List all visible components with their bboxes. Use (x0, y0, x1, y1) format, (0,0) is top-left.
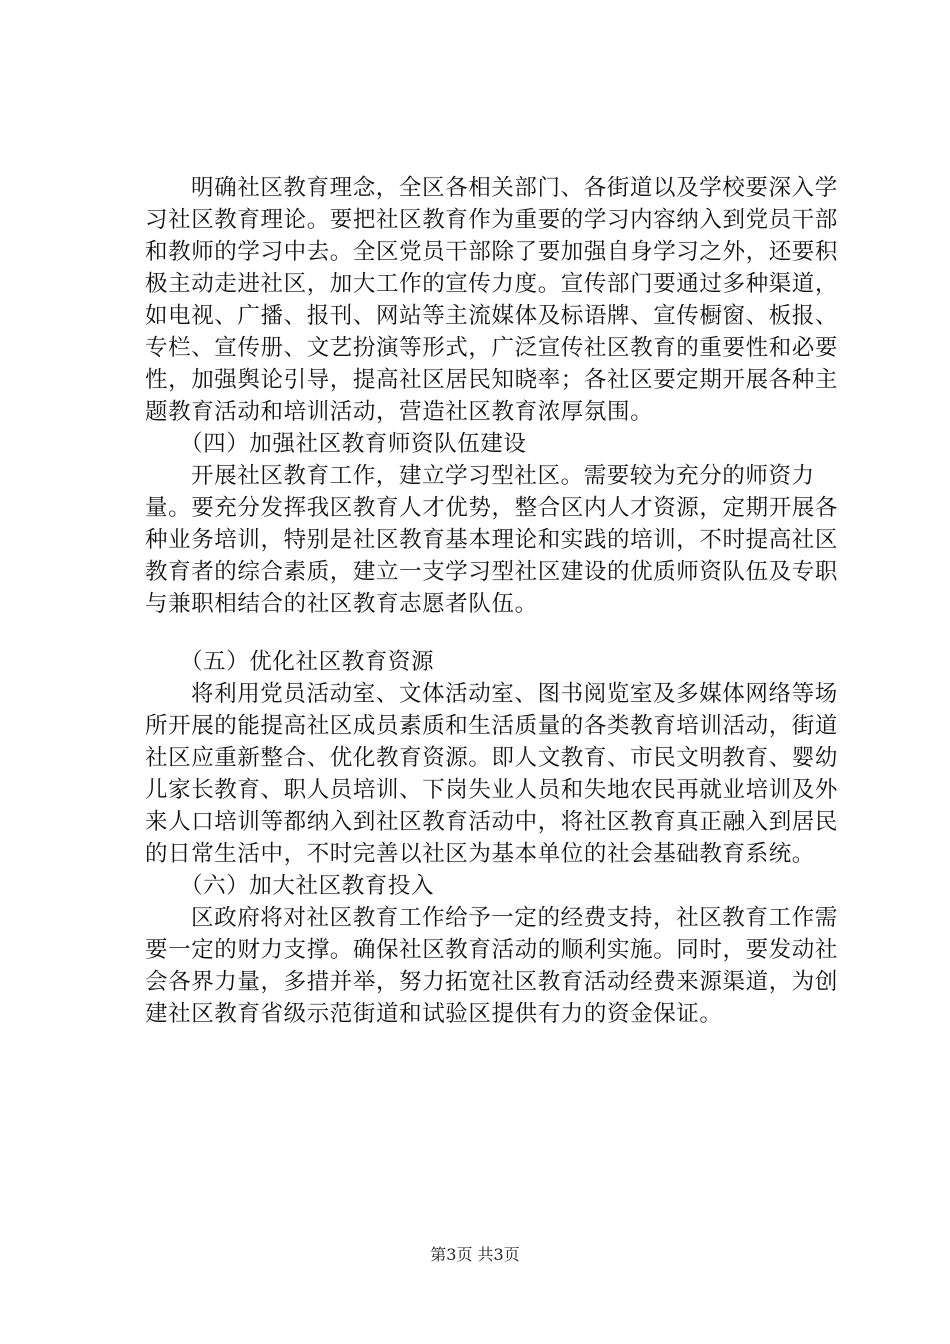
document-body (145, 172, 845, 1030)
paragraph-teacher-team: 开展社区教育工作，建立学习型社区。需要较为充分的师资力量。要充分发挥我区教育人才优势，整合区内人才资源，定期开展各种业务培训，特别是社区教育基本理论和实践的培训，不时提高社区教育者的综合素质，建立一支学习型社区建设的优质师资队伍及专职与兼职相结合的社区教育志愿者队伍。 (145, 463, 839, 617)
paragraph-education-resources: 将利用党员活动室、文体活动室、图书阅览室及多媒体网络等场所开展的能提高社区成员素质和生活质量的各类教育培训活动，街道社区应重新整合、优化教育资源。即人文教育、市民文明教育、婴幼儿家长教育、职人员培训、下岗失业人员和失地农民再就业培训及外来人口培训等都纳入到社区教育活动中，将社区教育真正融入到居民的日常生活中，不时完善以社区为基本单位的社会基础教育系统。 (145, 681, 839, 867)
paragraph-spacer (145, 620, 845, 646)
paragraph-community-education-concept: 明确社区教育理念，全区各相关部门、各街道以及学校要深入学习社区教育理论。要把社区教育作为重要的学习内容纳入到党员干部和教师的学习中去。全区党员干部除了要加强自身学习之外，还要积极主动走进社区，加大工作的宣传力度。宣传部门要通过多种渠道，如电视、广播、报刊、网站等主流媒体及标语牌、宣传橱窗、板报、专栏、宣传册、文艺扮演等形式，广泛宣传社区教育的重要性和必要性，加强舆论引导，提高社区居民知晓率；各社区要定期开展各种主题教育活动和培训活动，营造社区教育浓厚氛围。 (145, 175, 839, 425)
page-number-footer: 第3页 共3页 (430, 1245, 520, 1264)
section-heading-5: （五）优化社区教育资源 (180, 649, 435, 675)
paragraph-education-investment: 区政府将对社区教育工作给予一定的经费支持，社区教育工作需要一定的财力支撑。确保社区教育活动的顺利实施。同时，要发动社会各界力量，多措并举，努力拓宽社区教育活动经费来源渠道，为创建社区教育省级示范街道和试验区提供有力的资金保证。 (145, 905, 839, 1027)
section-heading-4: （四）加强社区教育师资队伍建设 (180, 431, 527, 457)
section-heading-6: （六）加大社区教育投入 (180, 873, 435, 899)
